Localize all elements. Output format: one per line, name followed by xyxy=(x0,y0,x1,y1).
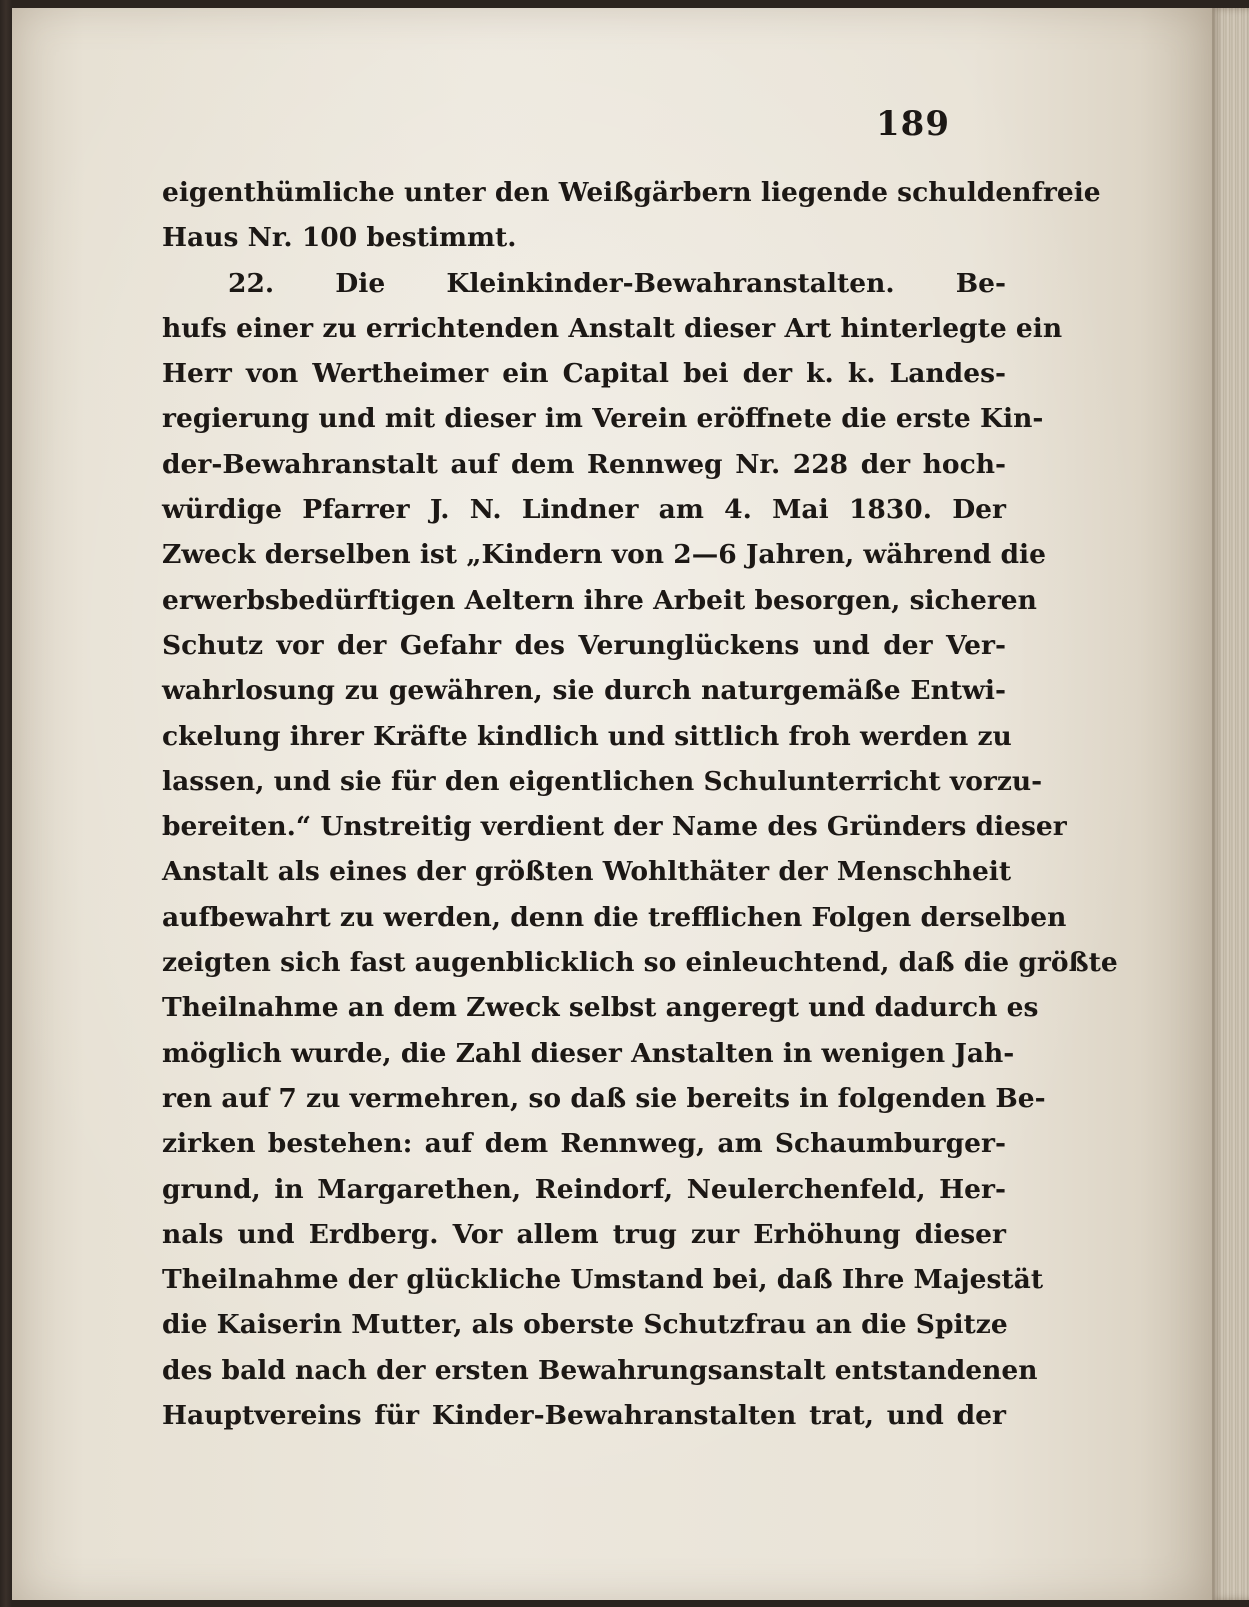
text-line: die Kaiserin Mutter, als oberste Schutzfrau an die Spitze xyxy=(162,1309,1008,1341)
text-line: des bald nach der ersten Bewahrungsanstalt entstandenen xyxy=(162,1354,1038,1386)
text-line: würdige Pfarrer J. N. Lindner am 4. Mai 1830. Der xyxy=(162,494,1006,526)
text-line: ckelung ihrer Kräfte kindlich und sittlich froh werden zu xyxy=(162,720,1012,752)
text-line: Anstalt als eines der größten Wohlthäter der Menschheit xyxy=(162,856,1012,888)
text-line: ren auf 7 zu vermehren, so daß sie bereits in folgenden Be- xyxy=(162,1082,1046,1114)
text-line: zeigten sich fast augenblicklich so einleuchtend, daß die größte xyxy=(162,947,1118,979)
page-stack-edge xyxy=(1212,8,1249,1600)
text-line: aufbewahrt zu werden, denn die trefflichen Folgen derselben xyxy=(162,901,1067,933)
text-line: Schutz vor der Gefahr des Verunglückens und der Ver- xyxy=(162,629,1006,661)
text-line: Herr von Wertheimer ein Capital bei der k. k. Landes- xyxy=(162,358,1006,390)
text-line: grund, in Margarethen, Reindorf, Neulerchenfeld, Her- xyxy=(162,1173,1006,1205)
page-number: 189 xyxy=(876,104,950,144)
text-line: erwerbsbedürftigen Aeltern ihre Arbeit besorgen, sicheren xyxy=(162,584,1037,616)
page-body-text xyxy=(162,170,1118,1438)
text-line: der-Bewahranstalt auf dem Rennweg Nr. 228 der hoch- xyxy=(162,448,1006,480)
text-line: zirken bestehen: auf dem Rennweg, am Schaumburger- xyxy=(162,1128,1006,1160)
text-line: bereiten.“ Unstreitig verdient der Name des Gründers dieser xyxy=(162,811,1067,843)
text-line: eigenthümliche unter den Weißgärbern liegende schuldenfreie xyxy=(162,177,1101,208)
text-line: Theilnahme an dem Zweck selbst angeregt und dadurch es xyxy=(162,992,1039,1024)
text-line: regierung und mit dieser im Verein eröffnete die erste Kin- xyxy=(162,403,1044,435)
text-line: möglich wurde, die Zahl dieser Anstalten in wenigen Jah- xyxy=(162,1037,1015,1069)
text-line: nals und Erdberg. Vor allem trug zur Erhöhung dieser xyxy=(162,1218,1006,1250)
text-line: Theilnahme der glückliche Umstand bei, daß Ihre Majestät xyxy=(162,1264,1044,1296)
text-line: Zweck derselben ist „Kindern von 2—6 Jahren, während die xyxy=(162,539,1046,571)
text-line: lassen, und sie für den eigentlichen Schulunterricht vorzu- xyxy=(162,765,1043,797)
book-page xyxy=(12,8,1212,1600)
section-heading-line: 22. Die Kleinkinder-Bewahranstalten. Be- xyxy=(228,267,1006,299)
text-line: Hauptvereins für Kinder-Bewahranstalten trat, und der xyxy=(162,1400,1006,1432)
text-line: hufs einer zu errichtenden Anstalt dieser Art hinterlegte ein xyxy=(162,312,1063,344)
text-line: wahrlosung zu gewähren, sie durch naturgemäße Entwi- xyxy=(162,675,1006,707)
text-line: Haus Nr. 100 bestimmt. xyxy=(162,222,517,254)
